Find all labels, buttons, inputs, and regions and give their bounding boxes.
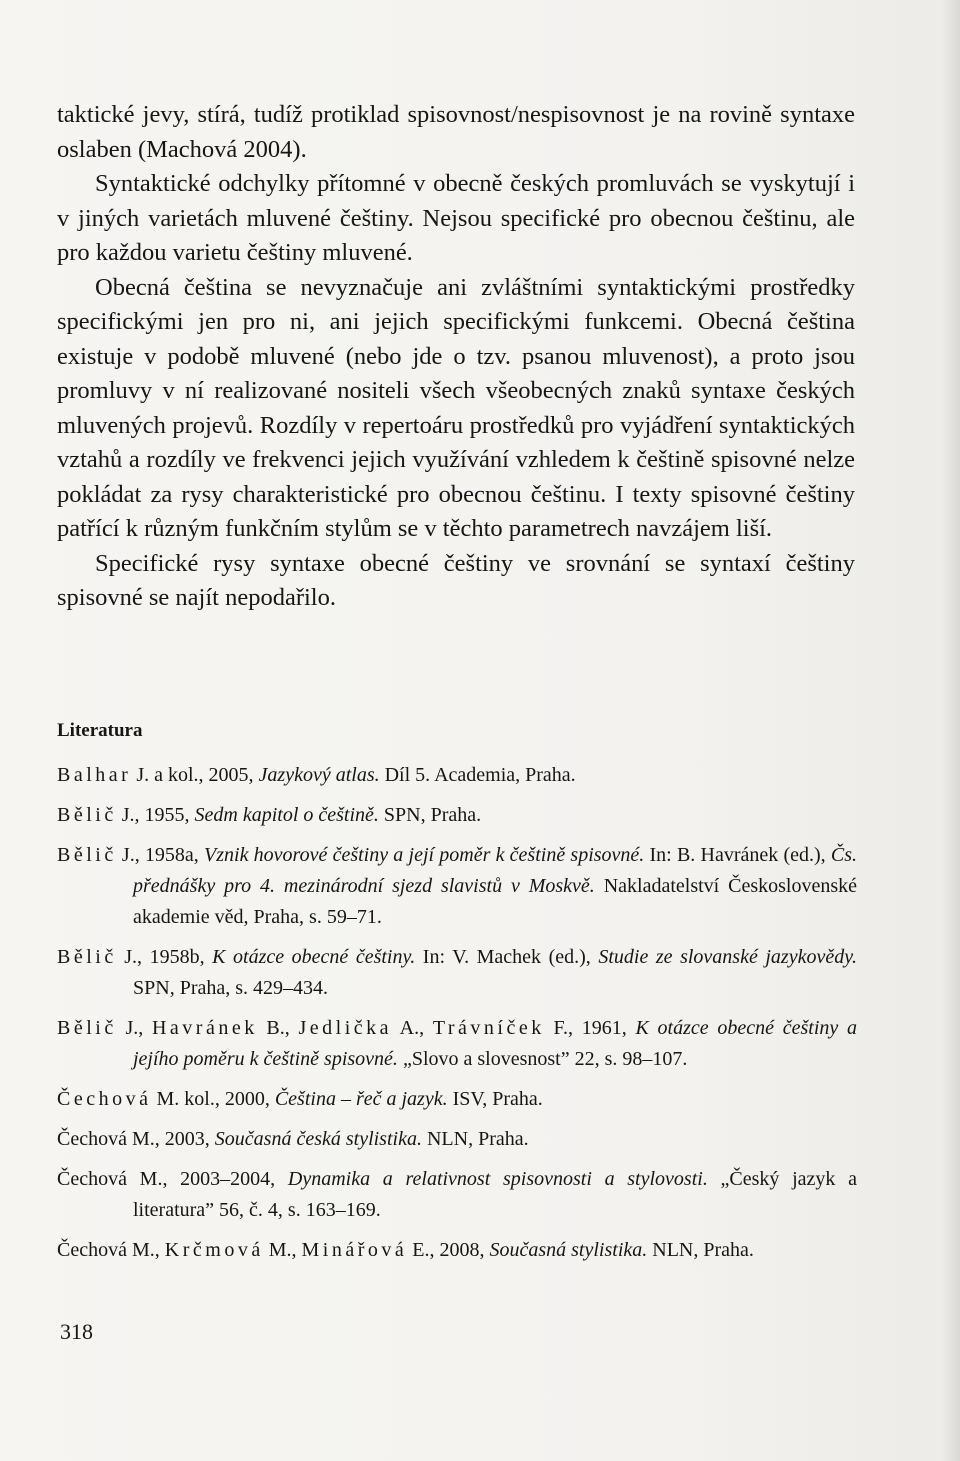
ref-author: Balhar [57, 764, 132, 786]
ref-details: J. a kol., 2005, [131, 764, 259, 786]
reference-item [57, 1124, 857, 1155]
ref-title: Vznik hovorové češtiny a její poměr k češtině spisovné. [204, 844, 645, 866]
ref-author: Čechová [57, 1239, 127, 1261]
ref-publisher-2: Nakladatelství Československé akademie věd, Praha, s. 59–71. [133, 875, 857, 928]
ref-author-3: Jedlička [298, 1017, 393, 1039]
ref-author-2: Krčmová [164, 1239, 264, 1261]
reference-item [57, 840, 857, 933]
ref-details-4: F., 1961, [544, 1017, 636, 1039]
page-number: 318 [60, 1319, 93, 1344]
ref-details: J., 1955, [116, 804, 195, 826]
ref-title: K otázce obecné češtiny a jejího poměru k češtině spisovné. [133, 1017, 857, 1070]
ref-author: Čechová [57, 1128, 127, 1150]
ref-publisher: „Slovo a slovesnost” 22, s. 98–107. [397, 1048, 688, 1070]
ref-publisher: „Český jazyk a literatura” 56, č. 4, s. 163–169. [133, 1168, 857, 1221]
body-text [57, 98, 855, 616]
reference-item [57, 1164, 857, 1226]
ref-author: Čechová [57, 1088, 152, 1110]
ref-details: M., 2003–2004, [126, 1168, 288, 1190]
ref-title: Dynamika a relativnost spisovnosti a stylovosti. [287, 1168, 708, 1190]
ref-author: Čechová [57, 1168, 127, 1190]
reference-item [57, 1235, 857, 1266]
ref-details-3: A., [392, 1017, 433, 1039]
ref-publisher: ISV, Praha. [447, 1088, 543, 1110]
ref-title-2: Studie ze slovanské jazykovědy. [598, 946, 857, 968]
ref-publisher: NLN, Praha. [421, 1128, 529, 1150]
ref-title: K otázce obecné češtiny. [212, 946, 416, 968]
ref-details: M., 2003, [126, 1128, 215, 1150]
ref-details-2: M., [263, 1239, 302, 1261]
reference-item [57, 1084, 857, 1115]
ref-publisher: In: B. Havránek (ed.), [644, 844, 831, 866]
ref-author: Bělič [57, 804, 117, 826]
paragraph: taktické jevy, stírá, tudíž protiklad spisovnost/nespisovnost je na rovině syntaxe oslaben (Machová 2004). [57, 101, 855, 163]
ref-title: Současná česká stylistika. [214, 1128, 422, 1150]
ref-title: Čeština – řeč a jazyk. [274, 1088, 448, 1110]
ref-details: J., [116, 1017, 152, 1039]
ref-title: Sedm kapitol o češtině. [194, 804, 379, 826]
literature-heading: Literatura [57, 720, 143, 741]
ref-details-2: B., [257, 1017, 299, 1039]
ref-publisher: In: V. Machek (ed.), [415, 946, 599, 968]
ref-title: Jazykový atlas. [258, 764, 380, 786]
ref-details: M. kol., 2000, [151, 1088, 275, 1110]
paragraph: Obecná čeština se nevyznačuje ani zvláštními syntaktickými prostředky specifickými jen pro ni, ani jejich specifickými funkcemi. Obecná čeština existuje v podobě mluvené (nebo jde o tzv. psanou mluvenost), a proto jsou promluvy v ní realizované nositeli všech všeobecných znaků syntaxe českých mluvených projevů. Rozdíly v repertoáru prostředků pro vyjádření syntaktických vztahů a rozdíly ve frekvenci jejich využívání vzhledem k češtině spisovné nelze pokládat za rysy charakteristické pro obecnou češtinu. I texty spisovné češtiny patřící k různým funkčním stylům se v těchto parametrech navzájem liší. [57, 273, 855, 542]
ref-publisher: Díl 5. Academia, Praha. [379, 764, 576, 786]
reference-item [57, 1013, 857, 1075]
ref-details-3: E., 2008, [407, 1239, 490, 1261]
ref-author: Bělič [57, 844, 117, 866]
ref-publisher: NLN, Praha. [647, 1239, 754, 1261]
page-edge-shadow [942, 0, 960, 1461]
ref-author-3: Minářová [301, 1239, 408, 1261]
reference-item [57, 942, 857, 1004]
ref-details: M., [126, 1239, 165, 1261]
paragraph: Syntaktické odchylky přítomné v obecně českých promluvách se vyskytují i v jiných varietách mluvené češtiny. Nejsou specifické pro obecnou češtinu, ale pro každou varietu češtiny mluvené. [57, 170, 855, 266]
ref-title: Současná stylistika. [489, 1239, 648, 1261]
ref-details: J., 1958b, [116, 946, 213, 968]
ref-author: Bělič [57, 1017, 117, 1039]
ref-author-4: Trávníček [432, 1017, 545, 1039]
reference-item [57, 800, 857, 831]
paragraph: Specifické rysy syntaxe obecné češtiny ve srovnání se syntaxí češtiny spisovné se najít nepodařilo. [57, 549, 855, 611]
ref-title-2: Čs. přednášky pro 4. mezinárodní sjezd slavistů v Moskvě. [133, 844, 857, 897]
ref-author: Bělič [57, 946, 117, 968]
reference-item [57, 760, 857, 791]
reference-list [57, 760, 857, 1275]
ref-publisher: SPN, Praha. [378, 804, 482, 826]
ref-publisher-2: SPN, Praha, s. 429–434. [133, 977, 329, 999]
ref-author-2: Havránek [151, 1017, 258, 1039]
ref-details: J., 1958a, [116, 844, 205, 866]
